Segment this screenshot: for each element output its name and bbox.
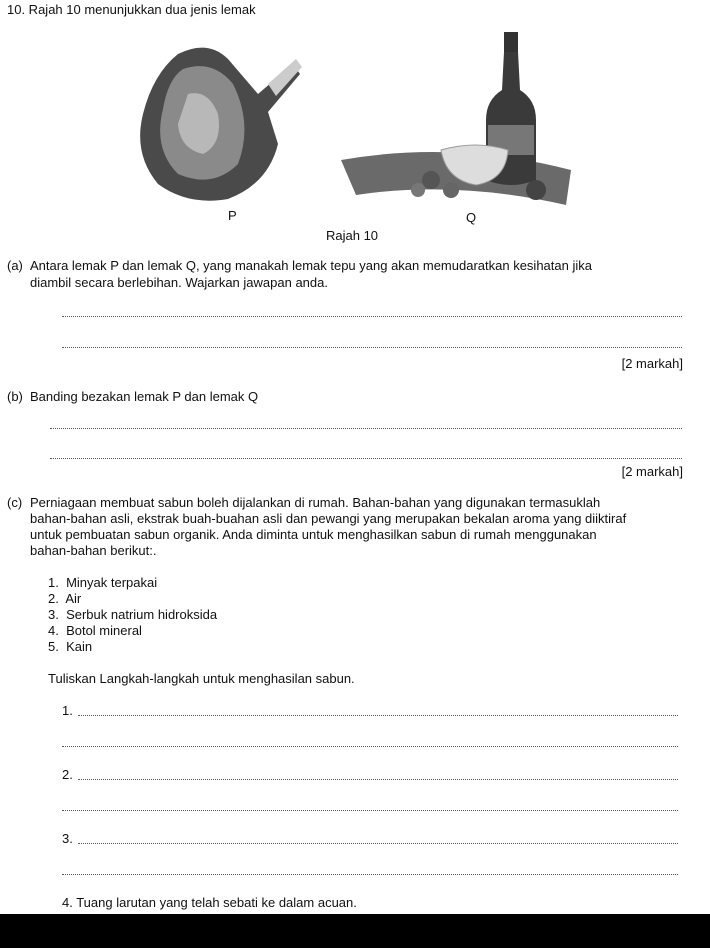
part-c-line: bahan-bahan asli, ekstrak buah-buahan asli dan pewangi yang merupakan bekalan aroma yang diiktiraf <box>30 511 627 526</box>
part-a-line1: Antara lemak P dan lemak Q, yang manakah lemak tepu yang akan memudaratkan kesihatan jika <box>30 258 592 273</box>
answer-line[interactable] <box>78 715 678 716</box>
part-b-marks: [2 markah] <box>621 464 683 479</box>
bottom-black-bar <box>0 914 710 948</box>
answer-line[interactable] <box>62 874 678 875</box>
instruction: Tuliskan Langkah-langkah untuk menghasilan sabun. <box>48 671 355 686</box>
part-a-line2: diambil secara berlebihan. Wajarkan jawapan anda. <box>30 275 328 290</box>
part-a-marks: [2 markah] <box>621 356 683 371</box>
part-c-line: untuk pembuatan sabun organik. Anda diminta untuk menghasilkan sabun di rumah menggunakan <box>30 527 597 542</box>
answer-line[interactable] <box>62 810 678 811</box>
answer-line[interactable] <box>78 843 678 844</box>
part-a-label: (a) <box>7 258 23 273</box>
material-item: 4. Botol mineral <box>48 623 142 638</box>
part-b-label: (b) <box>7 389 23 404</box>
part-c-line: bahan-bahan berikut:. <box>30 543 157 558</box>
answer-line[interactable] <box>78 779 678 780</box>
step-number: 2. <box>62 767 73 782</box>
material-item: 5. Kain <box>48 639 93 654</box>
step-4: 4. Tuang larutan yang telah sebati ke dalam acuan. <box>62 895 357 910</box>
material-item: 2. Air <box>48 591 82 606</box>
step-number: 3. <box>62 831 73 846</box>
part-c-line: Perniagaan membuat sabun boleh dijalankan di rumah. Bahan-bahan yang digunakan termasuklah <box>30 495 601 510</box>
label-q: Q <box>466 210 477 225</box>
answer-line[interactable] <box>50 428 682 429</box>
answer-line[interactable] <box>62 746 678 747</box>
material-item: 1. Minyak terpakai <box>48 575 158 590</box>
figure-caption: Rajah 10 <box>326 228 379 243</box>
answer-line[interactable] <box>62 316 682 317</box>
oil-image-q <box>336 30 576 212</box>
meat-image-p <box>118 34 336 212</box>
question-title: 10. Rajah 10 menunjukkan dua jenis lemak <box>7 2 256 17</box>
answer-line[interactable] <box>50 458 682 459</box>
label-p: P <box>228 208 237 223</box>
step-number: 1. <box>62 703 73 718</box>
part-b-text: Banding bezakan lemak P dan lemak Q <box>30 389 259 404</box>
material-item: 3. Serbuk natrium hidroksida <box>48 607 218 622</box>
answer-line[interactable] <box>62 347 682 348</box>
part-c-label: (c) <box>7 495 23 510</box>
